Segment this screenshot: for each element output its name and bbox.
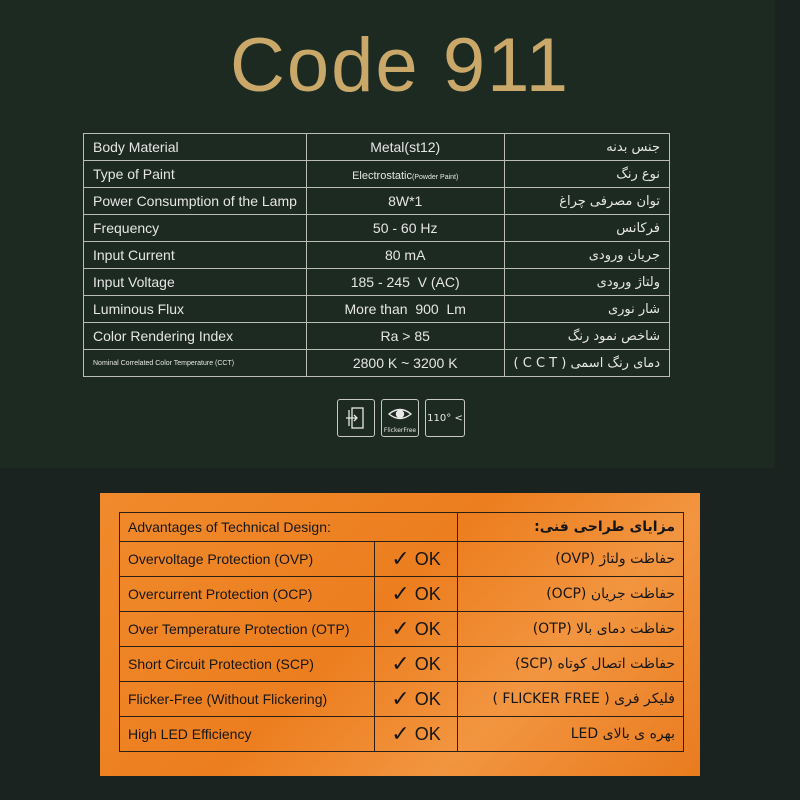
spec-value: Metal(st12) (306, 134, 504, 161)
spec-value: 2800 K ~ 3200 K (306, 350, 504, 377)
ok-label: OK (414, 724, 441, 744)
advantage-row-led-efficiency (120, 717, 684, 752)
spec-label-en: Type of Paint (84, 161, 307, 188)
feature-icons (337, 399, 465, 437)
cutout-icon (337, 399, 375, 437)
spec-label-en: Power Consumption of the Lamp (84, 188, 307, 215)
spec-row-cri (84, 323, 670, 350)
spec-row-input-voltage (84, 269, 670, 296)
ok-label: OK (414, 689, 441, 709)
spec-label-fa: نوع رنگ (504, 161, 669, 188)
spec-value: 185 - 245 V (AC) (306, 269, 504, 296)
spec-row-input-current (84, 242, 670, 269)
check-icon: ✓ (391, 581, 410, 606)
advantage-label-fa: حفاظت اتصال کوتاه (SCP) (458, 647, 684, 682)
spec-label-en: Nominal Correlated Color Temperature (CCT) (84, 350, 307, 377)
spec-value: 8W*1 (306, 188, 504, 215)
spec-label-fa: فرکانس (504, 215, 669, 242)
spec-value: 50 - 60 Hz (306, 215, 504, 242)
spec-row-power-consumption (84, 188, 670, 215)
flicker-free-label: FlickerFree (383, 427, 417, 434)
spec-table (83, 133, 670, 377)
spec-label-fa: ولتاژ ورودی (504, 269, 669, 296)
advantage-row-scp (120, 647, 684, 682)
spec-value: 80 mA (306, 242, 504, 269)
advantage-status (375, 612, 458, 647)
advantage-row-ovp (120, 542, 684, 577)
spec-label-en: Color Rendering Index (84, 323, 307, 350)
spec-label-fa: شار نوری (504, 296, 669, 323)
check-icon: ✓ (391, 721, 410, 746)
spec-label-en: Input Current (84, 242, 307, 269)
product-title: Code 911 (230, 23, 570, 108)
advantage-label-fa: حفاظت ولتاژ (OVP) (458, 542, 684, 577)
advantage-row-ocp (120, 577, 684, 612)
advantage-status (375, 577, 458, 612)
advantage-label-en: Over Temperature Protection (OTP) (120, 612, 375, 647)
advantage-label-en: Overvoltage Protection (OVP) (120, 542, 375, 577)
spec-row-cct (84, 350, 670, 377)
advantages-header-fa: مزایای طراحی فنی: (458, 513, 684, 542)
ok-label: OK (414, 549, 441, 569)
spec-label-en: Body Material (84, 134, 307, 161)
check-icon: ✓ (391, 686, 410, 711)
advantage-row-flicker-free (120, 682, 684, 717)
ok-label: OK (414, 584, 441, 604)
advantage-label-fa: حفاظت جریان (OCP) (458, 577, 684, 612)
spec-row-type-of-paint (84, 161, 670, 188)
spec-value-note: (Powder Paint) (412, 174, 459, 181)
advantages-header-en: Advantages of Technical Design: (120, 513, 458, 542)
spec-label-fa: دمای رنگ اسمی ( C C T ) (504, 350, 669, 377)
beam-angle-label: 110° < (427, 412, 463, 424)
spec-label-fa: توان مصرفی چراغ (504, 188, 669, 215)
check-icon: ✓ (391, 616, 410, 641)
spec-label-fa: جنس بدنه (504, 134, 669, 161)
spec-label-fa: شاخص نمود رنگ (504, 323, 669, 350)
spec-row-frequency (84, 215, 670, 242)
spec-value-cell (306, 161, 504, 188)
advantages-header-row (120, 513, 684, 542)
beam-angle-icon (425, 399, 465, 437)
advantage-label-en: Short Circuit Protection (SCP) (120, 647, 375, 682)
spec-label-en: Input Voltage (84, 269, 307, 296)
spec-value: More than 900 Lm (306, 296, 504, 323)
check-icon: ✓ (391, 651, 410, 676)
advantage-label-fa: بهره ی بالای LED (458, 717, 684, 752)
eye-icon (381, 399, 419, 437)
spec-label-fa: جریان ورودی (504, 242, 669, 269)
advantage-label-en: Overcurrent Protection (OCP) (120, 577, 375, 612)
advantage-label-en: Flicker-Free (Without Flickering) (120, 682, 375, 717)
ok-label: OK (414, 619, 441, 639)
advantages-table (119, 512, 684, 752)
advantage-label-en: High LED Efficiency (120, 717, 375, 752)
advantage-row-otp (120, 612, 684, 647)
advantage-status (375, 682, 458, 717)
ok-label: OK (414, 654, 441, 674)
spec-label-en: Luminous Flux (84, 296, 307, 323)
spec-label-en: Frequency (84, 215, 307, 242)
advantage-status (375, 542, 458, 577)
spec-value: Ra > 85 (306, 323, 504, 350)
spec-row-body-material (84, 134, 670, 161)
check-icon: ✓ (391, 546, 410, 571)
spec-row-luminous-flux (84, 296, 670, 323)
advantage-status (375, 717, 458, 752)
advantage-label-fa: حفاظت دمای بالا (OTP) (458, 612, 684, 647)
spec-value: Electrostatic (352, 170, 413, 182)
advantage-label-fa: فلیکر فری ( FLICKER FREE ) (458, 682, 684, 717)
advantage-status (375, 647, 458, 682)
